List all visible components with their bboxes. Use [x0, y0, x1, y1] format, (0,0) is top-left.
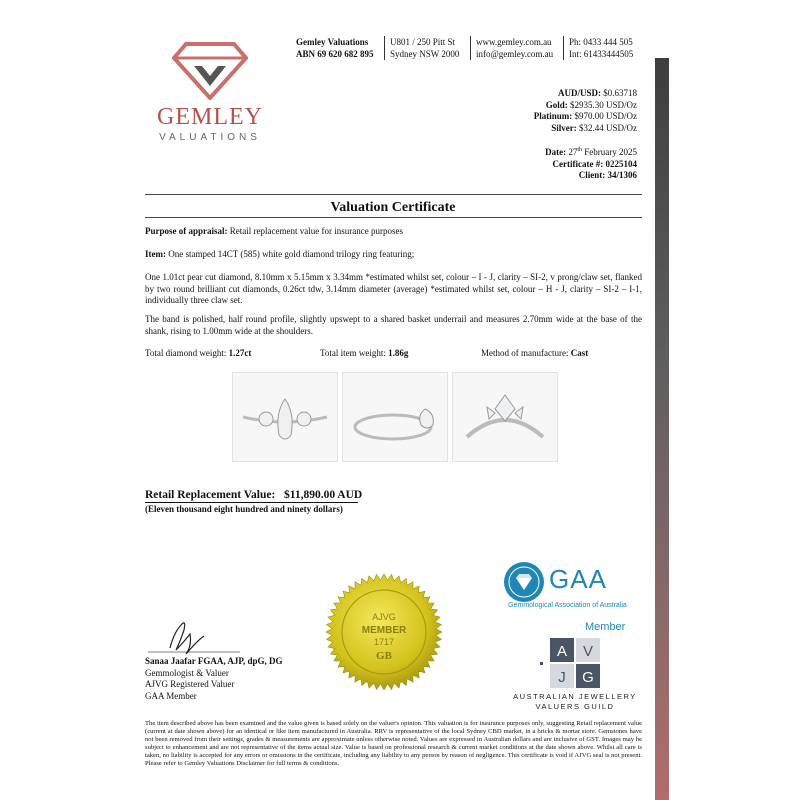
seal-line2: MEMBER: [361, 625, 407, 636]
brand-sub: VALUATIONS: [159, 132, 261, 143]
ring-photo-front: [232, 372, 338, 462]
brand-name: GEMLEY: [157, 104, 263, 130]
company-name: Gemley Valuations: [296, 37, 369, 47]
header-divider: [563, 36, 564, 60]
ajvg-letter-j: J: [558, 669, 566, 686]
date: Date: 27th February 2025: [545, 147, 637, 157]
disclaimer: The item described above has been examined and the value given is based solely on the valuer's opinion. This valuation is for insurance purposes only, suggesting Retail replacement value (current at date shown above) for an identical or like item manufactured in Australia. RRV is representative of the local Sydney CBD market, in a bricks & mortar store. Gemstones have not been removed from their settings, grades & measurements are approximate unless otherwise noted. Values are expressed in Australian dollars and are inclusive of GST. Images may be subject to enhancement and are not representative of the items actual size. Value is based on professional research & current market conditions at the date shown above. Whilst all care is taken, no liability is accepted for any errors or omissions in the certificate, including any liability to any person by reason of negligence. This certificate is void if AJVG seal is not present. Please refer to Gemley Valuations Disclaimer for full terms & conditions.: [145, 720, 642, 768]
diamond-weight: Total diamond weight: 1.27ct: [145, 348, 252, 358]
website-link[interactable]: www.gemley.com.au: [476, 37, 552, 47]
ring-photo-side: [342, 372, 448, 462]
header-address: [390, 36, 459, 60]
gaa-wordmark: GAA: [549, 564, 607, 594]
ajvg-letter-grid-icon: [540, 638, 602, 690]
company-abn: ABN 69 620 682 895: [296, 49, 374, 59]
ajvg-letter-a: A: [556, 643, 568, 660]
rrv-in-words: (Eleven thousand eight hundred and ninety dollars): [145, 504, 343, 514]
title-rule-top: [145, 194, 642, 195]
valuer-membership: GAA Member: [145, 690, 197, 701]
gaa-full-name: Gemmological Association of Australia: [508, 602, 627, 609]
rate-silver: Silver: $32.44 USD/Oz: [551, 122, 637, 133]
gemley-logo: [148, 42, 272, 143]
certificate-meta: [545, 145, 637, 182]
phone-intl: Int: 61433444505: [569, 49, 634, 59]
gemley-diamond-logo-icon: [172, 42, 248, 100]
header-divider: [384, 36, 385, 60]
header-company: [296, 36, 374, 60]
retail-replacement-value: Retail Replacement Value: $11,890.00 AUD: [145, 489, 363, 501]
address-line1: U801 / 250 Pitt St: [390, 37, 456, 47]
seal-monogram: GB: [376, 650, 392, 662]
item-line: Item: One stamped 14CT (585) white gold diamond trilogy ring featuring;: [145, 249, 415, 259]
gaa-member-label: Member: [585, 621, 626, 633]
seal-line1: AJVG: [372, 612, 396, 622]
ring-photos: [232, 372, 558, 462]
rrv-underline: [145, 502, 358, 503]
gaa-diamond-emblem-icon: [502, 560, 546, 604]
side-accent-bar: [655, 58, 669, 800]
ajvg-gold-seal-icon: [324, 572, 444, 692]
header-web: [476, 36, 553, 60]
description-stones: One 1.01ct pear cut diamond, 8.10mm x 5.15mm x 3.34mm *estimated whilst set, colour – I - J, clarity – SI-2, v prong/claw set, flanked by two round brilliant cut diamonds, 0.26ct tdw, 3.14mm diameter (average) *estimated whilst set, colour – H - J, clarity – SI-2 – I-1, individually three claw set.: [145, 272, 642, 305]
rate-aud-usd: AUD/USD: $0.63718: [557, 88, 637, 98]
rate-gold: Gold: $2935.30 USD/Oz: [545, 99, 637, 110]
valuer-registration: AJVG Registered Valuer: [145, 679, 235, 689]
client-number: Client: 34/1306: [578, 170, 637, 180]
item-weight: Total item weight: 1.86g: [320, 348, 409, 358]
valuer-block: [145, 656, 283, 702]
title-rule-bottom: [145, 217, 642, 218]
purpose: Purpose of appraisal: Retail replacement value for insurance purposes: [145, 226, 403, 236]
certificate-number: Certificate #: 0225104: [552, 158, 637, 169]
certificate-title: Valuation Certificate: [330, 200, 456, 215]
rate-platinum: Platinum: $970.00 USD/Oz: [533, 111, 637, 121]
description-band: The band is polished, half round profile, slightly upswept to a shared basket underrail and measures 2.70mm wide at the base of the shank, rising to 1.00mm wide at the shoulders.: [145, 314, 642, 336]
ajvg-name: [505, 692, 645, 712]
ajvg-name-line2: VALUERS GUILD: [535, 702, 615, 711]
email-link[interactable]: info@gemley.com.au: [476, 49, 554, 59]
valuer-role: Gemmologist & Valuer: [145, 667, 229, 678]
metal-rates: [534, 88, 637, 134]
seal-line3: 1717: [373, 637, 395, 647]
header-phone: [569, 36, 633, 60]
ajvg-name-line1: AUSTRALIAN JEWELLERY: [513, 692, 637, 701]
header-divider: [470, 36, 471, 60]
ajvg-letter-g: G: [582, 669, 594, 686]
phone: Ph: 0433 444 505: [569, 37, 633, 47]
signature-icon: [140, 612, 250, 658]
valuer-name: Sanaa Jaafar FGAA, AJP, dpG, DG: [145, 656, 283, 666]
ajvg-letter-v: V: [582, 643, 594, 660]
manufacture-method: Method of manufacture: Cast: [481, 348, 589, 358]
ring-photo-profile: [452, 372, 558, 462]
address-line2: Sydney NSW 2000: [390, 49, 460, 59]
